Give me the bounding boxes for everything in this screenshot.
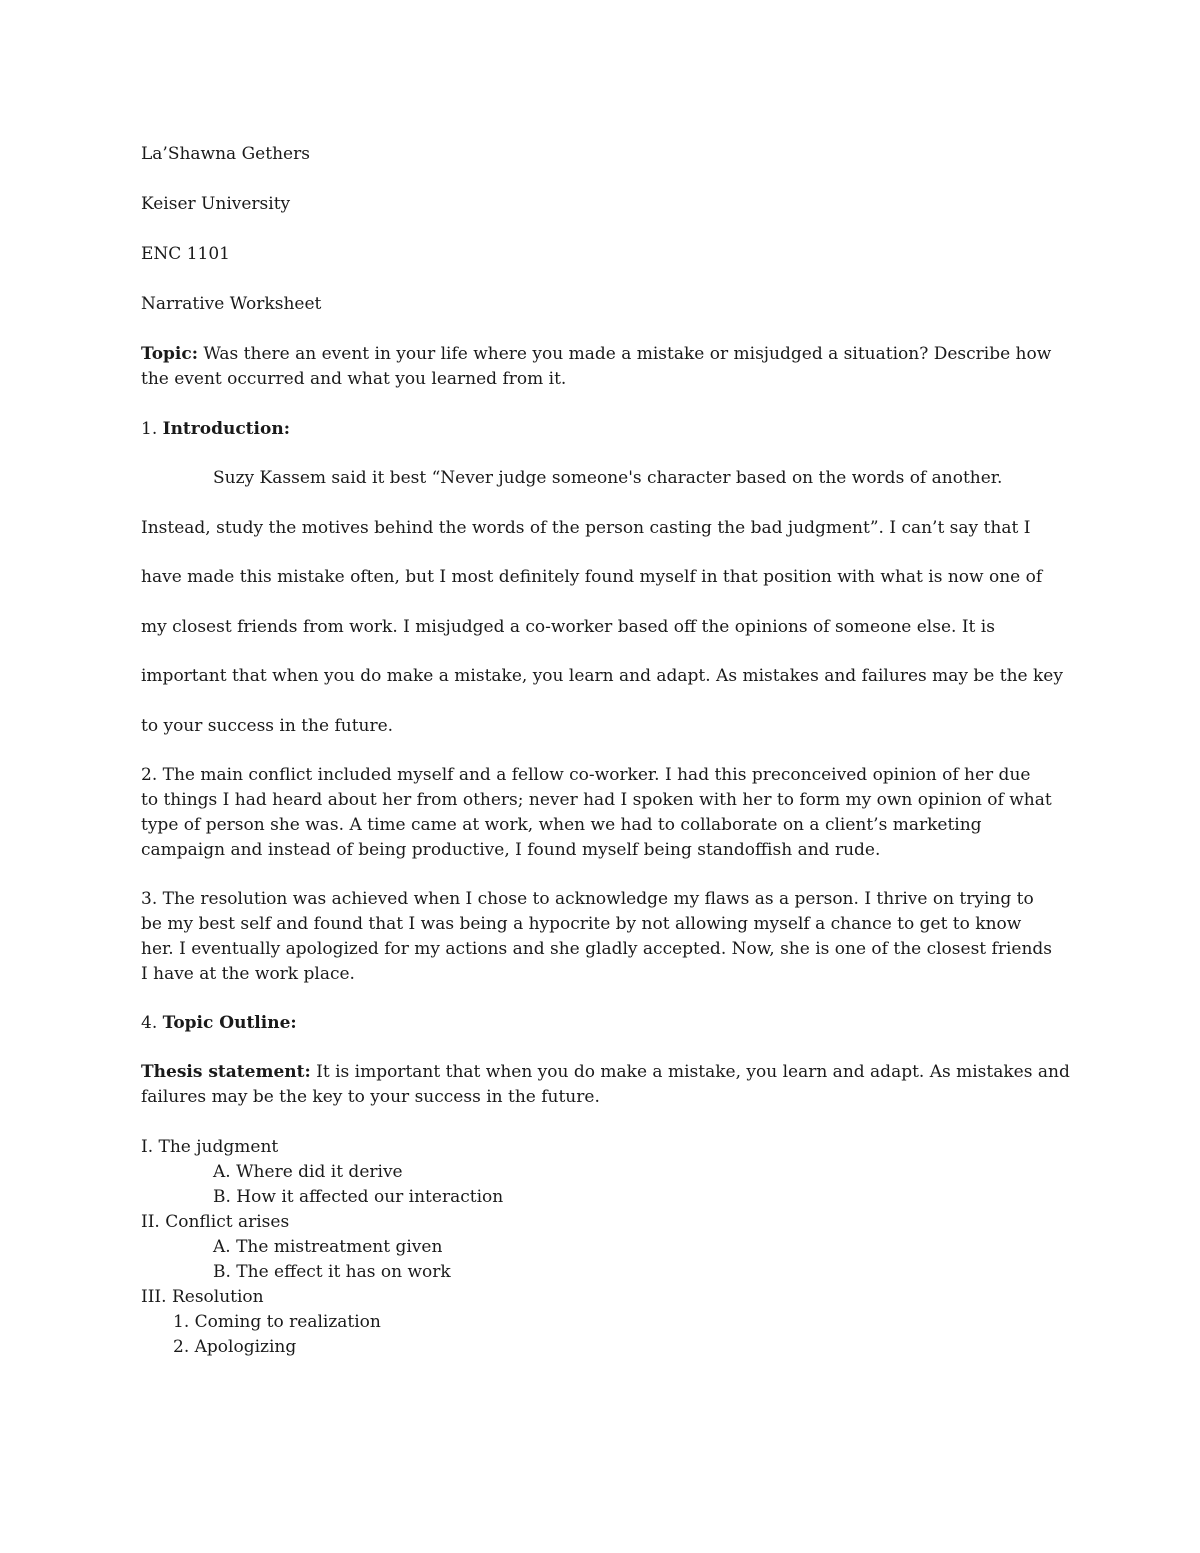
outline-item: 1. Coming to realization xyxy=(173,1312,381,1332)
author-name: La’Shawna Gethers xyxy=(141,144,310,164)
thesis-label: Thesis statement: xyxy=(141,1062,311,1082)
introduction-heading xyxy=(141,417,290,442)
outline-item: II. Conflict arises xyxy=(141,1212,290,1232)
introduction-line: Instead, study the motives behind the words of the person casting the bad judgment”. I can’t say that I xyxy=(141,518,1031,538)
thesis-line-1 xyxy=(141,1060,1070,1085)
introduction-line: important that when you do make a mistake, you learn and adapt. As mistakes and failures may be the key xyxy=(141,666,1063,686)
resolution-line: I have at the work place. xyxy=(141,964,355,984)
outline-item: A. Where did it derive xyxy=(213,1162,403,1182)
introduction-label: Introduction: xyxy=(162,419,290,439)
assignment-title: Narrative Worksheet xyxy=(141,294,322,314)
outline-heading xyxy=(141,1011,297,1036)
outline-item: 2. Apologizing xyxy=(173,1337,297,1357)
outline-item: I. The judgment xyxy=(141,1137,279,1157)
thesis-line-2: failures may be the key to your success in the future. xyxy=(141,1087,600,1107)
topic-text-1: Was there an event in your life where you made a mistake or misjudged a situation? Describe how xyxy=(198,344,1052,364)
resolution-line: be my best self and found that I was being a hypocrite by not allowing myself a chance to get to know xyxy=(141,914,1022,934)
introduction-line: Suzy Kassem said it best “Never judge someone's character based on the words of another. xyxy=(213,468,1003,488)
conflict-line: type of person she was. A time came at work, when we had to collaborate on a client’s marketing xyxy=(141,815,982,835)
introduction-line: to your success in the future. xyxy=(141,716,394,736)
thesis-text-1: It is important that when you do make a mistake, you learn and adapt. As mistakes and xyxy=(310,1062,1070,1082)
introduction-number: 1. xyxy=(141,419,163,439)
outline-item: B. The effect it has on work xyxy=(213,1262,451,1282)
topic-line-2: the event occurred and what you learned from it. xyxy=(141,369,567,389)
school-name: Keiser University xyxy=(141,194,291,214)
outline-item: III. Resolution xyxy=(141,1287,264,1307)
resolution-line: her. I eventually apologized for my actions and she gladly accepted. Now, she is one of the closest friends xyxy=(141,939,1053,959)
introduction-line: have made this mistake often, but I most definitely found myself in that position with what is now one of xyxy=(141,567,1043,587)
conflict-line: 2. The main conflict included myself and a fellow co-worker. I had this preconceived opinion of her due xyxy=(141,765,1031,785)
outline-label: Topic Outline: xyxy=(162,1013,297,1033)
topic-line-1 xyxy=(141,342,1051,367)
introduction-line: my closest friends from work. I misjudged a co-worker based off the opinions of someone else. It is xyxy=(141,617,995,637)
topic-label: Topic: xyxy=(141,344,199,364)
course-code: ENC 1101 xyxy=(141,244,230,264)
conflict-line: to things I had heard about her from others; never had I spoken with her to form my own opinion of what xyxy=(141,790,1052,810)
resolution-line: 3. The resolution was achieved when I chose to acknowledge my flaws as a person. I thrive on trying to xyxy=(141,889,1034,909)
outline-item: A. The mistreatment given xyxy=(213,1237,443,1257)
outline-number: 4. xyxy=(141,1013,163,1033)
conflict-line: campaign and instead of being productive, I found myself being standoffish and rude. xyxy=(141,840,881,860)
outline-item: B. How it affected our interaction xyxy=(213,1187,504,1207)
